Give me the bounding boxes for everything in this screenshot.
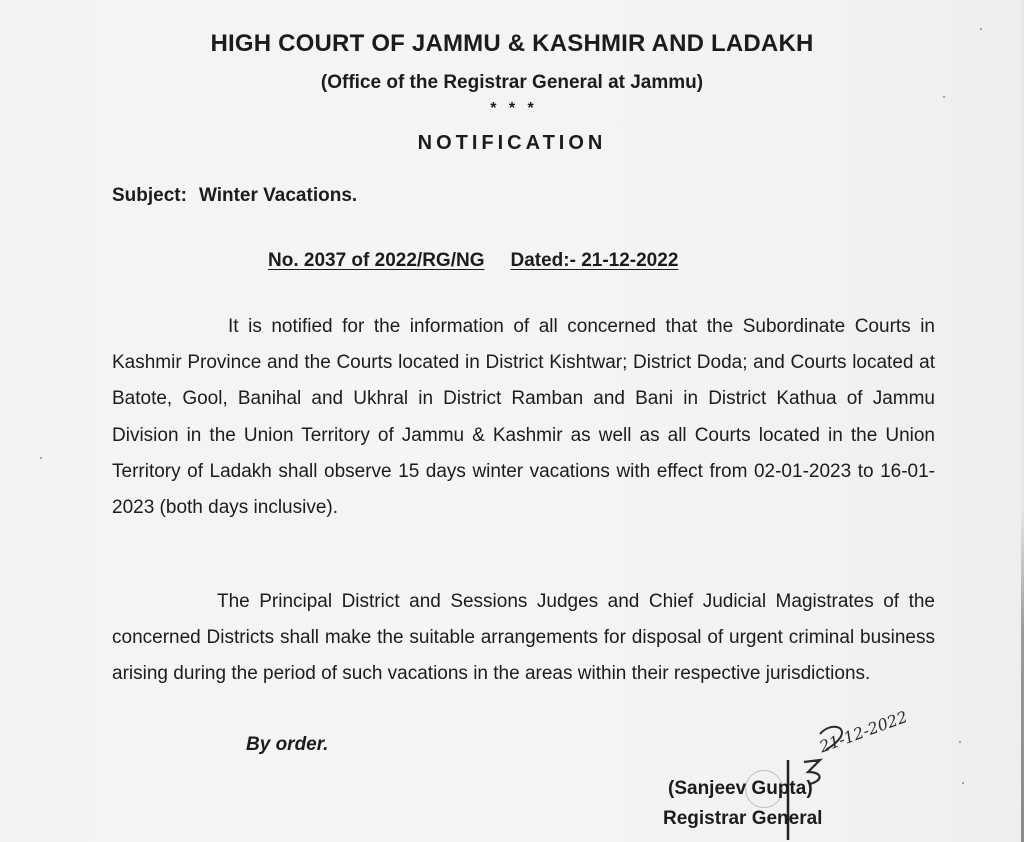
subject-label: Subject: [112, 185, 187, 206]
reference-number: No. 2037 of 2022/RG/NG [268, 250, 485, 271]
scan-speck [962, 782, 964, 784]
paragraph-2 [112, 584, 935, 693]
notification-title: NOTIFICATION [417, 132, 607, 154]
signatory-designation: Registrar General [663, 808, 823, 829]
court-heading: HIGH COURT OF JAMMU & KASHMIR AND LADAKH [210, 30, 814, 57]
paragraph-2-text: The Principal District and Sessions Judges and Chief Judicial Magistrates of the concerned Districts shall make the suitable arrangements for disposal of urgent criminal business arising during the period of such vacations in the areas within their respective jurisdictions. [112, 591, 935, 685]
reference-date: Dated:- 21-12-2022 [510, 250, 679, 271]
signatory-name: (Sanjeev Gupta) [668, 778, 813, 799]
closing-by-order: By order. [246, 734, 329, 755]
office-subheading: (Office of the Registrar General at Jammu) [320, 72, 704, 93]
subject-line [112, 185, 357, 207]
paragraph-1 [112, 309, 935, 526]
scan-speck [980, 28, 982, 30]
reference-line [268, 250, 678, 272]
scan-speck [959, 741, 961, 743]
paragraph-1-text: It is notified for the information of all concerned that the Subordinate Courts in Kashmir Province and the Courts located in District Kishtwar; District Doda; and Courts located at Batote, Gool, Banihal and Ukhral in District Ramban and Bani in District Kathua of Jammu Division in the Union Territory of Jammu & Kashmir as well as all Courts located in the Union Territory of Ladakh shall observe 15 days winter vacations with effect from 02-01-2023 to 16-01-2023 (both days inclusive). [112, 316, 935, 519]
subject-value: Winter Vacations. [198, 185, 358, 206]
scan-speck [943, 96, 945, 98]
separator-stars: * * * [490, 100, 534, 117]
handwritten-date: 21-12-2022 [816, 707, 910, 757]
scan-speck [40, 457, 42, 459]
